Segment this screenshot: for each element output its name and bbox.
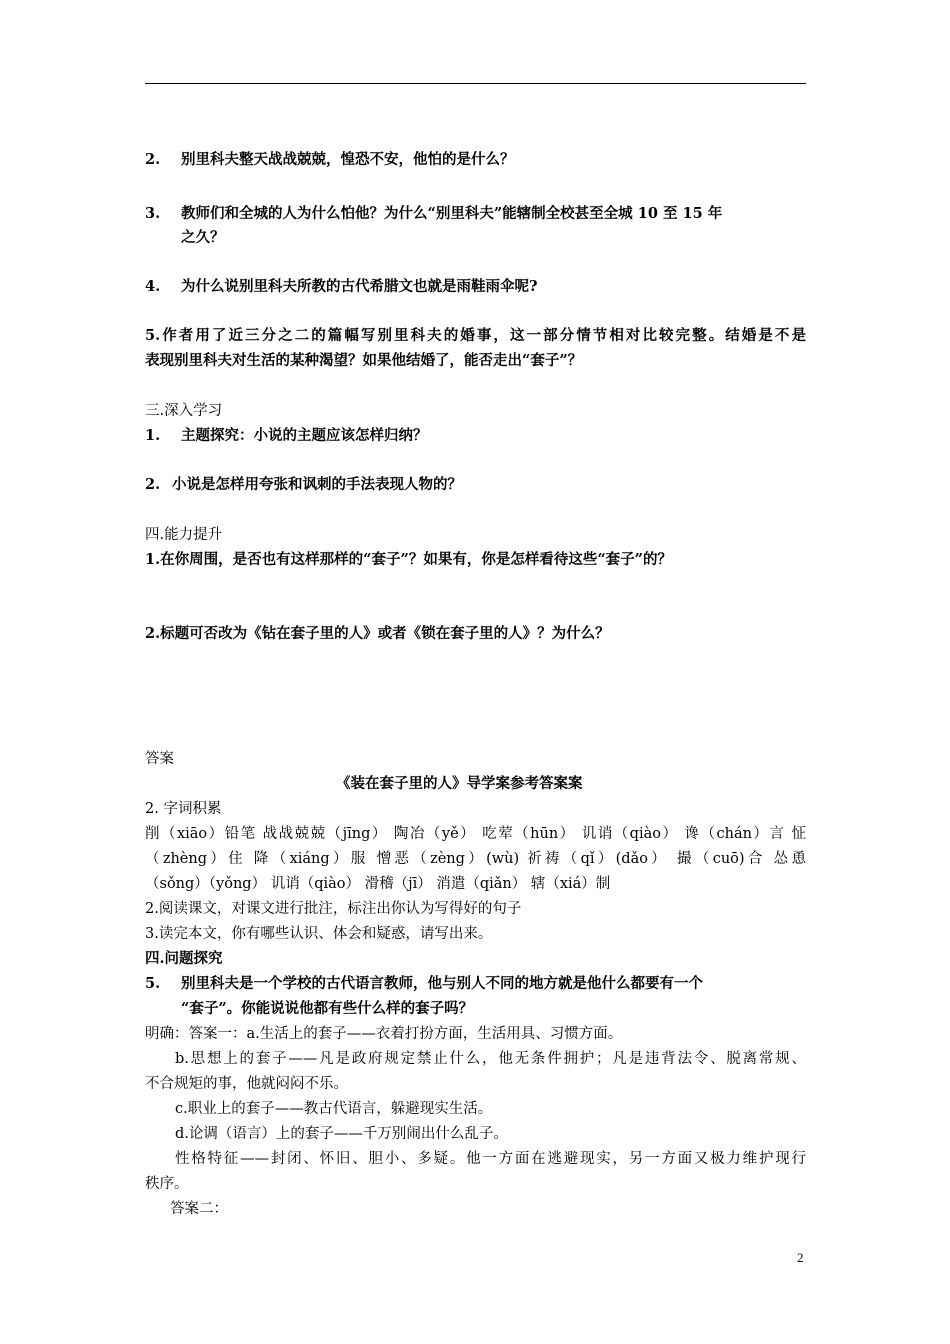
section-3-item-2: 2. 小说是怎样用夸张和讽刺的手法表现人物的？ (145, 476, 462, 493)
answer-read-line: 2.阅读课文，对课文进行批注，标注出你认为写得好的句子 (145, 901, 522, 917)
answers-title: 《装在套子里的人》导学案参考答案案 (336, 775, 583, 792)
section-4-heading: 四.能力提升 (145, 527, 223, 543)
vocab-line-3: （sǒng）（yǒng） 讥诮（qiào） 滑稽（jī） 消遣（qiǎn） 辖（xiá）制 (145, 876, 611, 892)
answer-1-d: d.论调（语言）上的套子——千万别闹出什么乱子。 (175, 1126, 508, 1142)
header-rule (145, 83, 806, 84)
vocab-line-2: （zhèng）住 降（xiáng）服 憎恶（zèng）(wù) 祈祷（qǐ）(dǎo） 撮（cuō)合 怂恿 (145, 851, 806, 867)
answer-1-b-line2: 不合规矩的事，他就闷闷不乐。 (145, 1076, 348, 1092)
answer-1-c: c.职业上的套子——教古代语言，躲避现实生活。 (175, 1101, 493, 1117)
question-5-line1: 5.作者用了近三分之二的篇幅写别里科夫的婚事，这一部分情节相对比较完整。结婚是不是 (145, 327, 806, 344)
question-5-line2: 表现别里科夫对生活的某种渴望？如果他结婚了，能否走出“套子”？ (145, 352, 583, 369)
answer-1-b-line1: b.思想上的套子——凡是政府规定禁止什么，他无条件拥护；凡是违背法令、脱离常规、 (175, 1051, 806, 1067)
answer-finish-line: 3.读完本文，你有哪些认识、体会和疑惑，请写出来。 (145, 926, 493, 942)
question-2: 2. 别里科夫整天战战兢兢，惶恐不安，他怕的是什么？ (145, 151, 515, 168)
section-4-item-1: 1.在你周围，是否也有这样那样的“套子”？如果有，你是怎样看待这些“套子”的？ (145, 551, 672, 568)
section-3-heading: 三.深入学习 (145, 403, 223, 419)
answer-question-5-line2: “套子”。你能说说他都有些什么样的套子吗？ (181, 1000, 474, 1017)
inquiry-heading: 四.问题探究 (145, 950, 223, 967)
vocab-line-1: 削（xiāo）铅笔 战战兢兢（jīng） 陶冶（yě） 吃荤（hūn） 讥诮（qiào） 谗（chán）言 怔 (145, 826, 806, 842)
answers-label: 答案 (145, 751, 174, 767)
answer-1-a: 明确：答案一：a.生活上的套子——衣着打扮方面，生活用具、习惯方面。 (145, 1026, 623, 1042)
question-4: 4. 为什么说别里科夫所教的古代希腊文也就是雨鞋雨伞呢? (145, 278, 538, 295)
traits-line2: 秩序。 (145, 1176, 189, 1192)
answer-question-5-line1: 5. 别里科夫是一个学校的古代语言教师，他与别人不同的地方就是他什么都要有一个 (145, 975, 703, 992)
vocab-heading: 2. 字词积累 (145, 801, 222, 817)
section-4-item-2: 2.标题可否改为《钻在套子里的人》或者《锁在套子里的人》？为什么？ (145, 625, 610, 642)
answer-2-label: 答案二： (170, 1201, 228, 1217)
section-3-item-1: 1. 主题探究：小说的主题应该怎样归纳？ (145, 427, 428, 444)
question-3-line1: 3. 教师们和全城的人为什么怕他？为什么“别里科夫”能辖制全校甚至全城 10 至 15 年 (145, 205, 723, 222)
traits-line1: 性格特征——封闭、怀旧、胆小、多疑。他一方面在逃避现实，另一方面又极力维护现行 (175, 1151, 806, 1167)
question-3-line2: 之久？ (181, 229, 225, 246)
page-number: 2 (797, 1250, 804, 1265)
